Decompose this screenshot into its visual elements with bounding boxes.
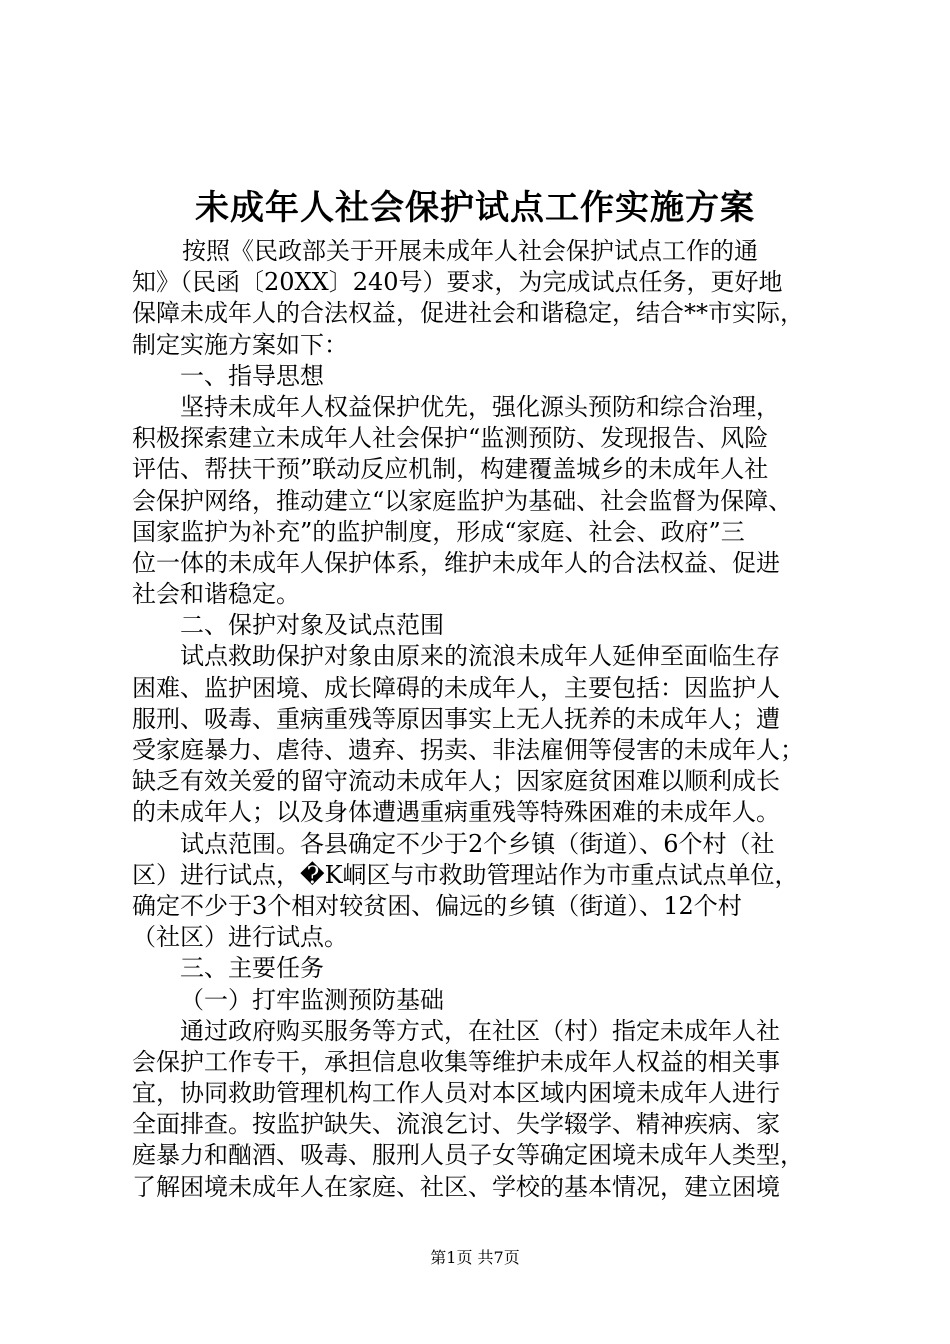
section-heading: 一、指导思想 bbox=[180, 361, 324, 390]
page-footer: 第1页 共7页 bbox=[430, 1248, 520, 1267]
text-line: 会保护网络，推动建立“以家庭监护为基础、社会监督为保障、 bbox=[132, 486, 793, 515]
text-line: 了解困境未成年人在家庭、社区、学校的基本情况，建立困境 bbox=[132, 1172, 780, 1201]
text-line: 会保护工作专干，承担信息收集等维护未成年人权益的相关事 bbox=[132, 1047, 780, 1076]
text-line: 确定不少于3个相对较贫困、偏远的乡镇（街道）、12个村 bbox=[132, 891, 742, 920]
text-line: 按照《民政部关于开展未成年人社会保护试点工作的通 bbox=[182, 237, 758, 265]
text-line: 积极探索建立未成年人社会保护“监测预防、发现报告、风险 bbox=[132, 424, 769, 453]
section-heading: 二、保护对象及试点范围 bbox=[180, 611, 444, 640]
text-line: 试点范围。各县确定不少于2个乡镇（街道）、6个村（社 bbox=[180, 829, 775, 858]
text-line: 知》（民函〔20XX〕240号）要求，为完成试点任务，更好地 bbox=[132, 268, 783, 297]
text-line: 保障未成年人的合法权益，促进社会和谐稳定，结合**市实际， bbox=[132, 299, 804, 328]
text-line: 困难、监护困境、成长障碍的未成年人，主要包括：因监护人 bbox=[132, 673, 780, 702]
text-line: 服刑、吸毒、重病重残等原因事实上无人抚养的未成年人；遭 bbox=[132, 704, 780, 733]
text-line: 庭暴力和酗酒、吸毒、服刑人员子女等确定困境未成年人类型， bbox=[132, 1141, 804, 1170]
text-line: 全面排查。按监护缺失、流浪乞讨、失学辍学、精神疾病、家 bbox=[132, 1110, 780, 1139]
section-heading: 三、主要任务 bbox=[180, 954, 324, 983]
text-line: 国家监护为补充”的监护制度，形成“家庭、社会、政府”三 bbox=[132, 517, 745, 546]
text-line: 社会和谐稳定。 bbox=[132, 580, 300, 609]
text-line: 受家庭暴力、虐待、遗弃、拐卖、非法雇佣等侵害的未成年人； bbox=[132, 736, 804, 764]
text-line: 坚持未成年人权益保护优先，强化源头预防和综合治理， bbox=[180, 392, 780, 421]
text-line: 宜，协同救助管理机构工作人员对本区域内困境未成年人进行 bbox=[132, 1079, 780, 1108]
document-body bbox=[132, 236, 832, 1203]
document-title: 未成年人社会保护试点工作实施方案 bbox=[195, 188, 755, 228]
text-line: 区）进行试点，�K峒区与市救助管理站作为市重点试点单位， bbox=[132, 860, 799, 889]
text-line: 的未成年人；以及身体遭遇重病重残等特殊困难的未成年人。 bbox=[132, 798, 780, 827]
text-line: 评估、帮扶干预”联动反应机制，构建覆盖城乡的未成年人社 bbox=[132, 455, 769, 484]
text-line: 位一体的未成年人保护体系，维护未成年人的合法权益、促进 bbox=[132, 548, 780, 577]
subsection-heading: （一）打牢监测预防基础 bbox=[180, 985, 444, 1014]
text-line: 通过政府购买服务等方式，在社区（村）指定未成年人社 bbox=[180, 1016, 780, 1045]
text-line: 制定实施方案如下： bbox=[132, 330, 348, 359]
text-line: 缺乏有效关爱的留守流动未成年人；因家庭贫困难以顺利成长 bbox=[132, 767, 780, 796]
text-line: 试点救助保护对象由原来的流浪未成年人延伸至面临生存 bbox=[180, 642, 780, 671]
text-line: （社区）进行试点。 bbox=[132, 923, 348, 952]
